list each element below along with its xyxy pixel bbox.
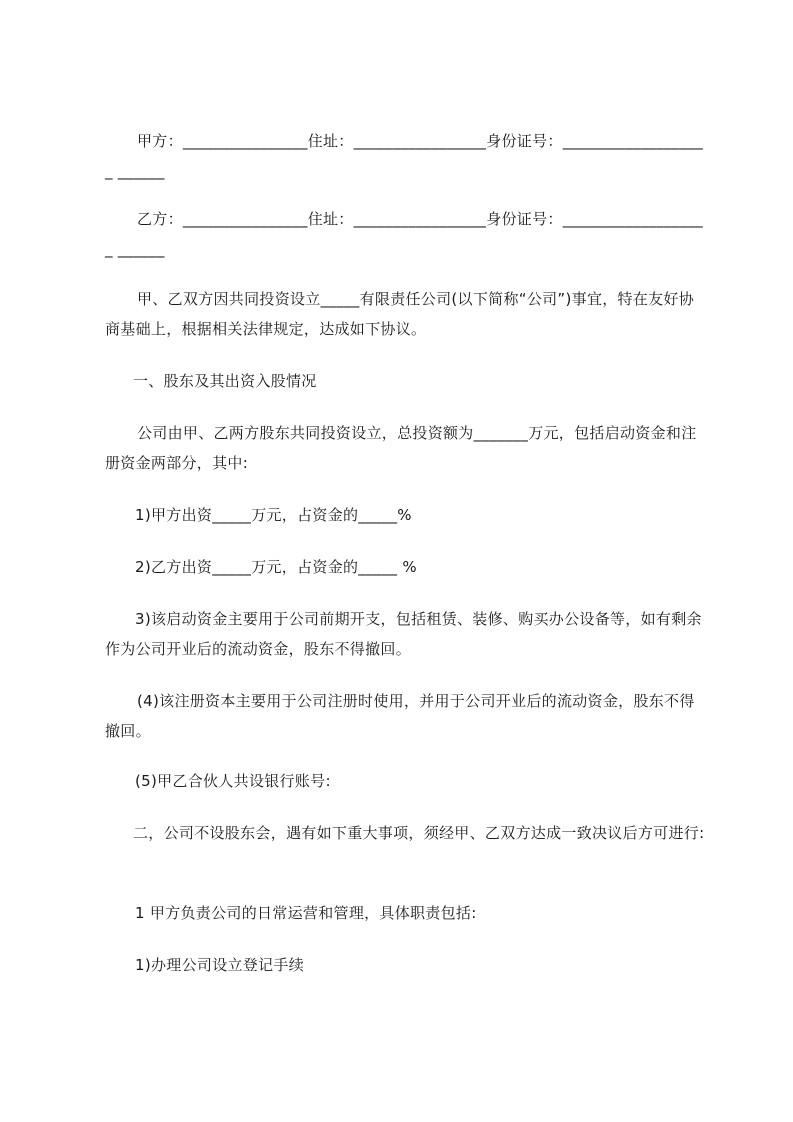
duty-1: 1)办理公司设立登记手续 [135, 956, 304, 974]
section2-title: 二，公司不设股东会，遇有如下重大事项，须经甲、乙双方达成一致决议后方可进行: [133, 824, 705, 842]
party-b-line: 乙方：________________住址：_________________身份证号：___________________ ______ [105, 210, 704, 258]
item-4: (4)该注册资本主要用于公司注册时使用，并用于公司开业后的流动资金，股东不得撤回。 [105, 692, 695, 740]
section1-title: 一、股东及其出资入股情况 [133, 372, 317, 390]
duty-intro: 1 甲方负责公司的日常运营和管理，具体职责包括: [135, 904, 477, 922]
item-5: (5)甲乙合伙人共设银行账号: [135, 772, 331, 790]
item-2: 2)乙方出资_____万元，占资金的_____ % [135, 558, 417, 576]
section1-body: 公司由甲、乙两方股东共同投资设立，总投资额为_______万元，包括启动资金和注册资金两部分，其中: [105, 424, 697, 472]
intro-paragraph: 甲、乙双方因共同投资设立_____有限责任公司(以下简称“公司”)事宜，特在友好协商基础上，根据相关法律规定，达成如下协议。 [105, 290, 695, 338]
item-3: 3)该启动资金主要用于公司前期开支，包括租赁、装修、购买办公设备等，如有剩余作为公司开业后的流动资金，股东不得撤回。 [105, 610, 702, 658]
item-1: 1)甲方出资_____万元，占资金的_____% [135, 506, 412, 524]
party-a-line: 甲方：________________住址：_________________身份证号：___________________ ______ [105, 132, 704, 180]
